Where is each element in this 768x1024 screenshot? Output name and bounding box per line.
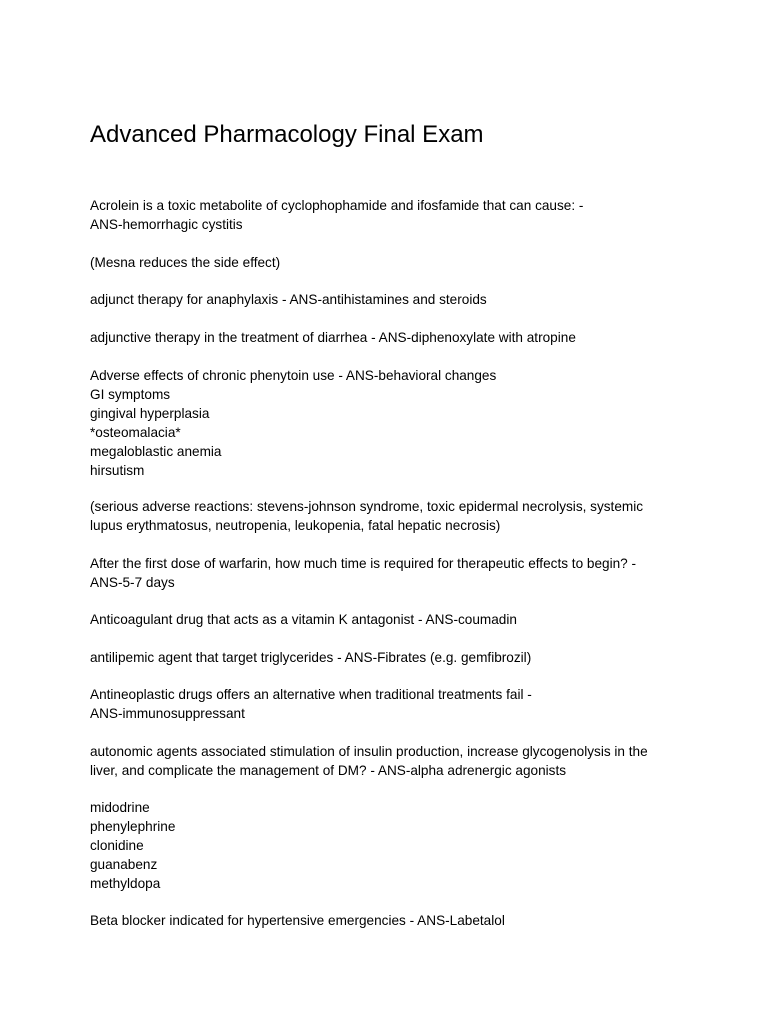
qa-item-diarrhea (90, 328, 576, 347)
text-line: GI symptoms (90, 387, 171, 402)
drug-list-alpha-agonists (90, 798, 175, 893)
qa-item-phenytoin (90, 366, 496, 480)
text-line: (Mesna reduces the side effect) (90, 255, 281, 270)
text-line: *osteomalacia* (90, 425, 181, 440)
qa-item-antilipemic (90, 648, 531, 667)
note-serious-reactions (90, 497, 643, 535)
text-line: autonomic agents associated stimulation of insulin production, increase glycogenolysis in the (90, 744, 648, 759)
text-line: lupus erythmatosus, neutropenia, leukopenia, fatal hepatic necrosis) (90, 518, 501, 533)
text-line: megaloblastic anemia (90, 444, 222, 459)
text-line: Antineoplastic drugs offers an alternative when traditional treatments fail - (90, 687, 532, 702)
qa-item-warfarin (90, 554, 636, 592)
text-line: Beta blocker indicated for hypertensive emergencies - ANS-Labetalol (90, 913, 505, 928)
document-title: Advanced Pharmacology Final Exam (90, 121, 484, 148)
text-line: After the first dose of warfarin, how much time is required for therapeutic effects to begin? - (90, 556, 637, 571)
text-line: adjunct therapy for anaphylaxis - ANS-antihistamines and steroids (90, 292, 487, 307)
text-line: gingival hyperplasia (90, 406, 210, 421)
text-line: liver, and complicate the management of DM? - ANS-alpha adrenergic agonists (90, 763, 567, 778)
list-item: methyldopa (90, 876, 161, 891)
text-line: (serious adverse reactions: stevens-johnson syndrome, toxic epidermal necrolysis, systemic (90, 499, 644, 514)
list-item: midodrine (90, 800, 150, 815)
qa-item-anaphylaxis (90, 290, 487, 309)
text-line: ANS-immunosuppressant (90, 706, 245, 721)
list-item: guanabenz (90, 857, 158, 872)
list-item: phenylephrine (90, 819, 176, 834)
text-line: ANS-hemorrhagic cystitis (90, 217, 243, 232)
qa-item-vitamin-k (90, 610, 517, 629)
qa-item-beta-blocker (90, 911, 505, 930)
text-line: ANS-5-7 days (90, 575, 175, 590)
note-mesna (90, 253, 280, 272)
qa-item-antineoplastic (90, 685, 532, 723)
text-line: adjunctive therapy in the treatment of diarrhea - ANS-diphenoxylate with atropine (90, 330, 576, 345)
text-line: antilipemic agent that target triglycerides - ANS-Fibrates (e.g. gemfibrozil) (90, 650, 532, 665)
text-line: Anticoagulant drug that acts as a vitamin K antagonist - ANS-coumadin (90, 612, 517, 627)
qa-item-acrolein (90, 196, 583, 234)
list-item: clonidine (90, 838, 144, 853)
text-line: hirsutism (90, 463, 145, 478)
text-line: Adverse effects of chronic phenytoin use - ANS-behavioral changes (90, 368, 497, 383)
text-line: Acrolein is a toxic metabolite of cyclophophamide and ifosfamide that can cause: - (90, 198, 584, 213)
qa-item-autonomic (90, 742, 648, 780)
